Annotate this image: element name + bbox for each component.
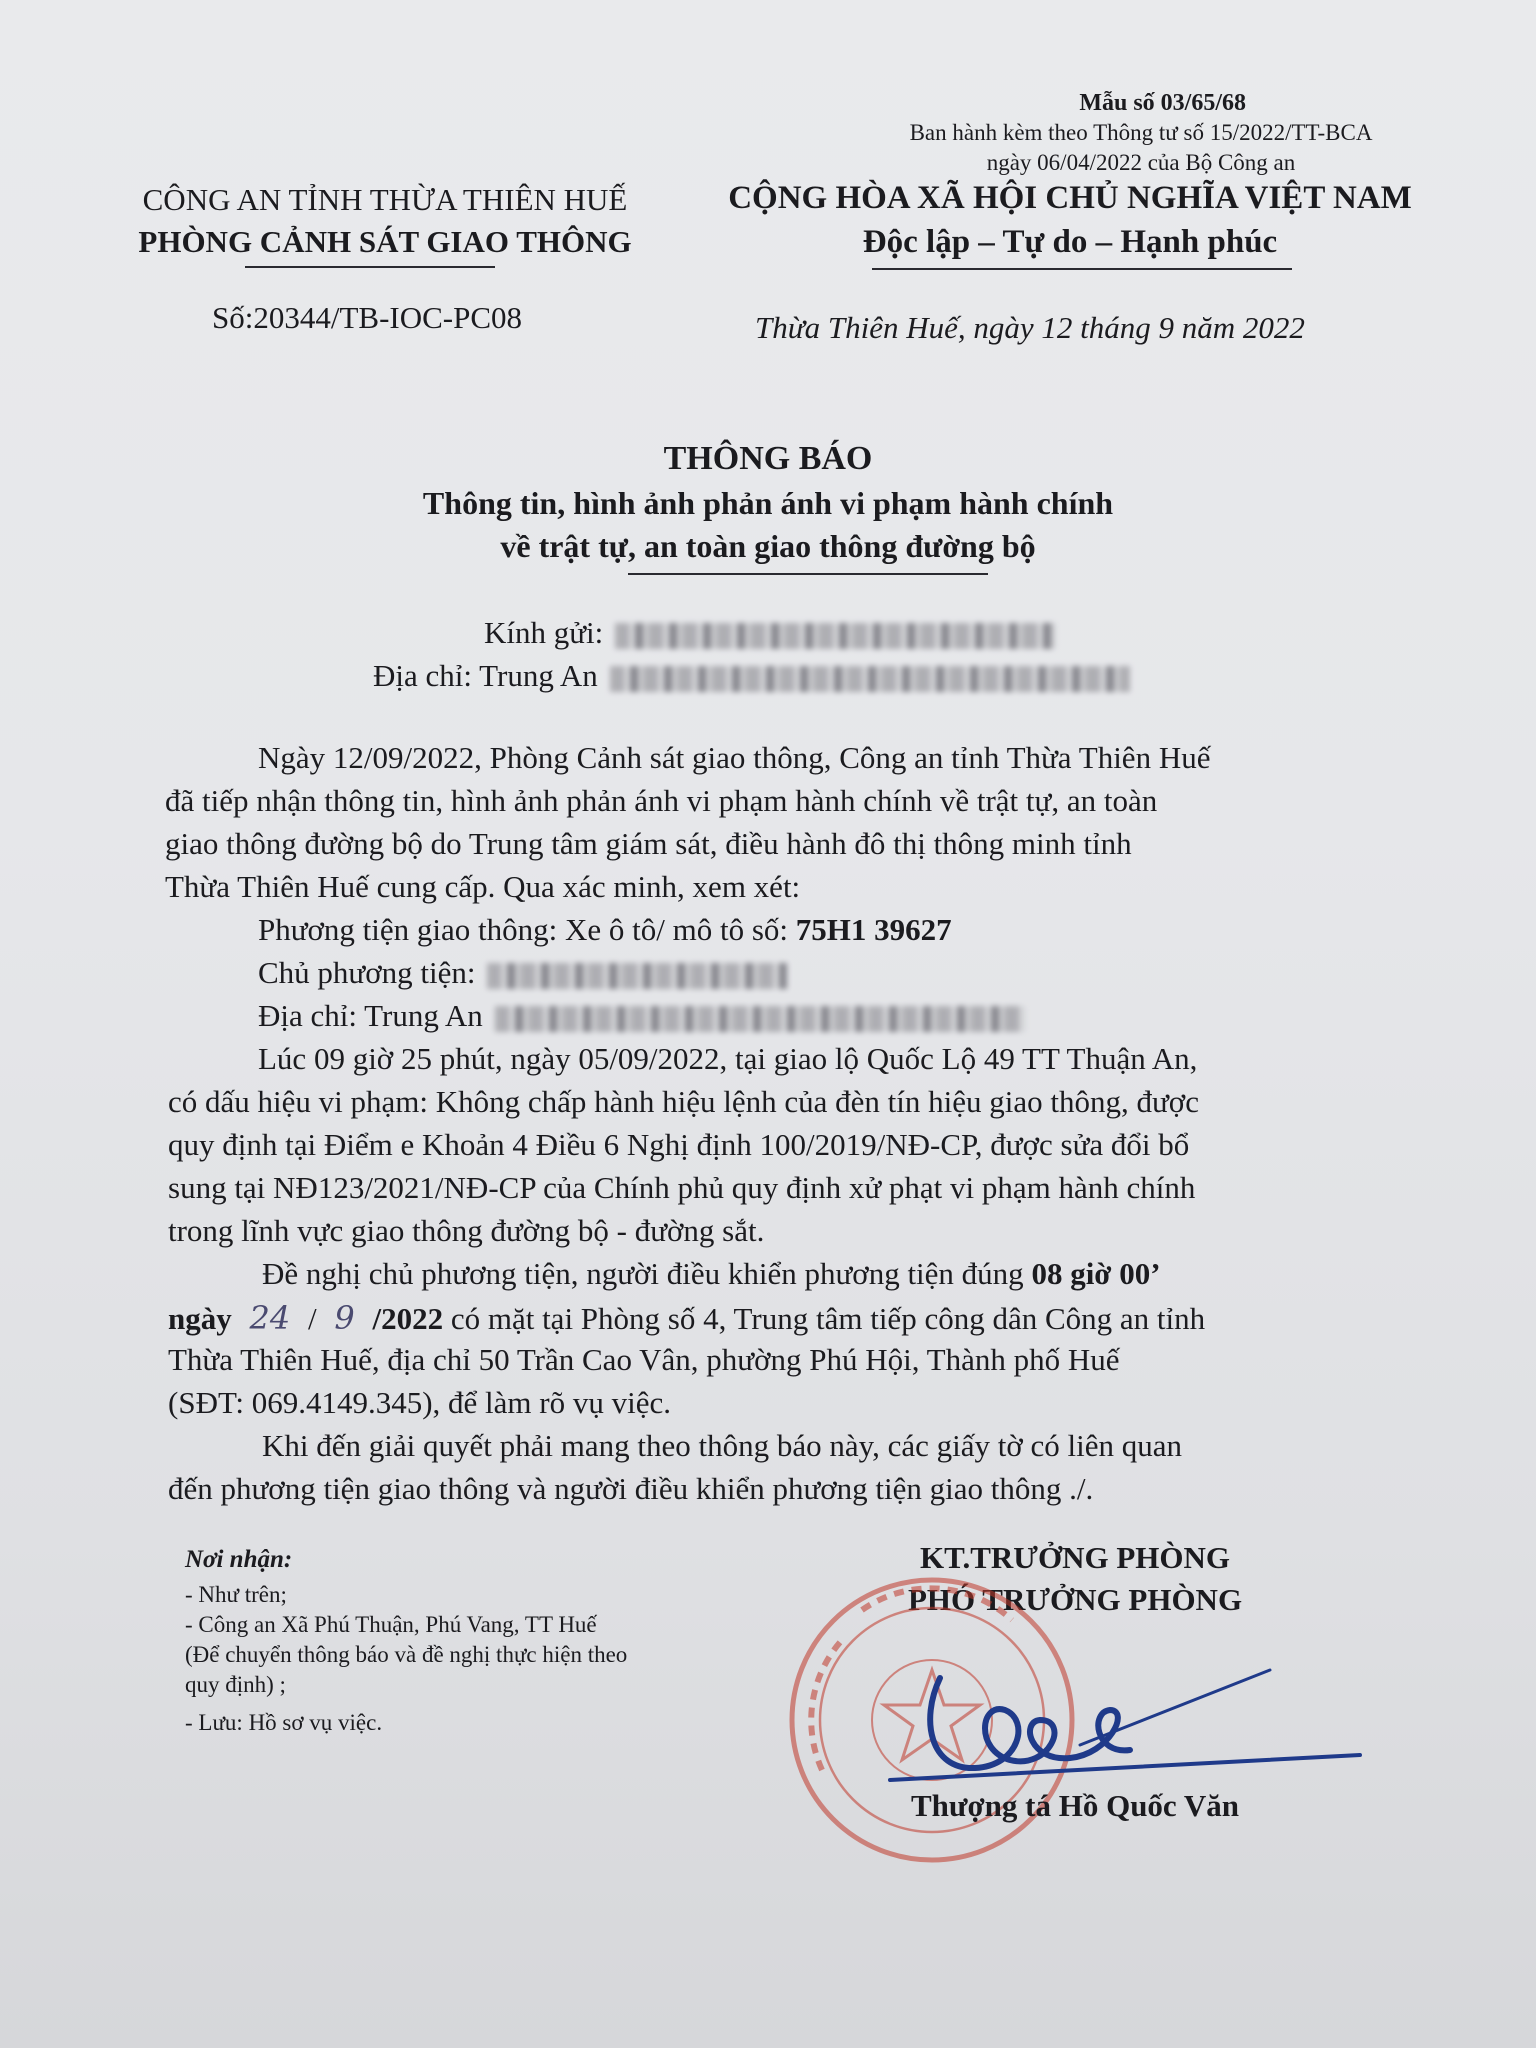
agency-parent: CÔNG AN TỈNH THỪA THIÊN HUẾ [142,182,628,217]
redacted-owner-address [495,1006,1025,1032]
vehicle-line [258,912,952,948]
addressee-label: Kính gửi: [484,615,604,650]
owner-line [258,955,787,991]
paragraph-2-line-2: có dấu hiệu vi phạm: Không chấp hành hiệu lệnh của đèn tín hiệu giao thông, được [168,1084,1199,1119]
addressee-address-label: Địa chỉ: Trung An [373,658,598,693]
document-subtitle-1: Thông tin, hình ảnh phản ánh vi phạm hành chính [422,485,1114,521]
place-date: Thừa Thiên Huế, ngày 12 tháng 9 năm 2022 [755,310,1305,345]
document-title: THÔNG BÁO [663,440,873,477]
paragraph-1-line-2: đã tiếp nhận thông tin, hình ảnh phản ánh vi phạm hành chính về trật tự, an toàn [165,783,1158,818]
signer-name: Thượng tá Hồ Quốc Văn [910,1788,1240,1823]
recipient-item: - Như trên; [185,1582,287,1607]
vehicle-label: Phương tiện giao thông: Xe ô tô/ mô tô số: [258,912,789,947]
date-separator: / [307,1301,317,1336]
appointment-day-label: ngày [168,1301,232,1336]
nation-motto: Độc lập – Tự do – Hạnh phúc [862,224,1278,260]
redacted-owner [487,963,787,989]
form-issuance-date: ngày 06/04/2022 của Bộ Công an [986,150,1296,175]
appointment-time: 08 giờ 00’ [1031,1256,1161,1291]
paragraph-3-line-2 [168,1299,1205,1337]
appointment-year: /2022 [372,1301,444,1336]
signature-title-1: KT.TRƯỞNG PHÒNG [920,1540,1230,1575]
title-underline [628,573,988,575]
owner-address-line [258,998,1025,1034]
paragraph-4-line-1: Khi đến giải quyết phải mang theo thông báo này, các giấy tờ có liên quan [262,1428,1183,1463]
recipient-item: - Lưu: Hồ sơ vụ việc. [185,1710,383,1735]
nation-underline [872,268,1292,270]
paragraph-2-line-3: quy định tại Điểm e Khoản 4 Điều 6 Nghị định 100/2019/NĐ-CP, được sửa đổi bổ [168,1127,1190,1162]
redacted-name [615,623,1055,649]
owner-address-label: Địa chỉ: Trung An [258,998,483,1033]
recipient-item: (Để chuyển thông báo và đề nghị thực hiện theo [185,1642,628,1667]
agency-name: PHÒNG CẢNH SÁT GIAO THÔNG [138,224,632,259]
addressee-line [484,615,1055,651]
appointment-request: Đề nghị chủ phương tiện, người điều khiển phương tiện đúng [262,1256,1024,1291]
document-number: Số:20344/TB-IOC-PC08 [212,300,523,335]
addressee-address-line [373,658,1130,694]
appointment-day-handwritten: 24 [249,1299,291,1337]
paragraph-2-line-1: Lúc 09 giờ 25 phút, ngày 05/09/2022, tại giao lộ Quốc Lộ 49 TT Thuận An, [258,1041,1198,1076]
recipient-item: - Công an Xã Phú Thuận, Phú Vang, TT Huế [185,1612,597,1637]
paragraph-1-line-3: giao thông đường bộ do Trung tâm giám sát, điều hành đô thị thông minh tỉnh [165,826,1132,861]
agency-underline [245,266,495,268]
vehicle-plate: 75H1 39627 [795,912,952,947]
paragraph-3-line-3: Thừa Thiên Huế, địa chỉ 50 Trần Cao Vân, phường Phú Hội, Thành phố Huế [168,1342,1120,1377]
appointment-month-handwritten: 9 [334,1299,355,1337]
recipients-heading: Nơi nhận: [185,1546,293,1573]
paragraph-2-line-4: sung tại NĐ123/2021/NĐ-CP của Chính phủ quy định xử phạt vi phạm hành chính [168,1170,1196,1205]
paragraph-1-line-1: Ngày 12/09/2022, Phòng Cảnh sát giao thông, Công an tỉnh Thừa Thiên Huế [258,740,1211,775]
document-subtitle-2: về trật tự, an toàn giao thông đường bộ [500,528,1036,564]
form-number: Mẫu số 03/65/68 [1079,90,1246,116]
paragraph-2-line-5: trong lĩnh vực giao thông đường bộ - đường sắt. [168,1213,765,1248]
owner-label: Chủ phương tiện: [258,955,476,990]
recipient-item: quy định) ; [185,1672,286,1697]
handwritten-signature [880,1650,1400,1790]
signature-title-2: PHÓ TRƯỞNG PHÒNG [907,1582,1243,1617]
paragraph-3-line-4: (SĐT: 069.4149.345), để làm rõ vụ việc. [168,1385,671,1420]
paragraph-3-line-1 [262,1256,1161,1292]
redacted-address [610,666,1130,692]
nation-name: CỘNG HÒA XÃ HỘI CHỦ NGHĨA VIỆT NAM [728,180,1412,216]
appointment-location: có mặt tại Phòng số 4, Trung tâm tiếp công dân Công an tỉnh [450,1301,1206,1336]
form-issuance-line: Ban hành kèm theo Thông tư số 15/2022/TT-BCA [909,120,1373,145]
paragraph-4-line-2: đến phương tiện giao thông và người điều khiển phương tiện giao thông ./. [168,1471,1094,1506]
paragraph-1-line-4: Thừa Thiên Huế cung cấp. Qua xác minh, xem xét: [165,869,801,904]
